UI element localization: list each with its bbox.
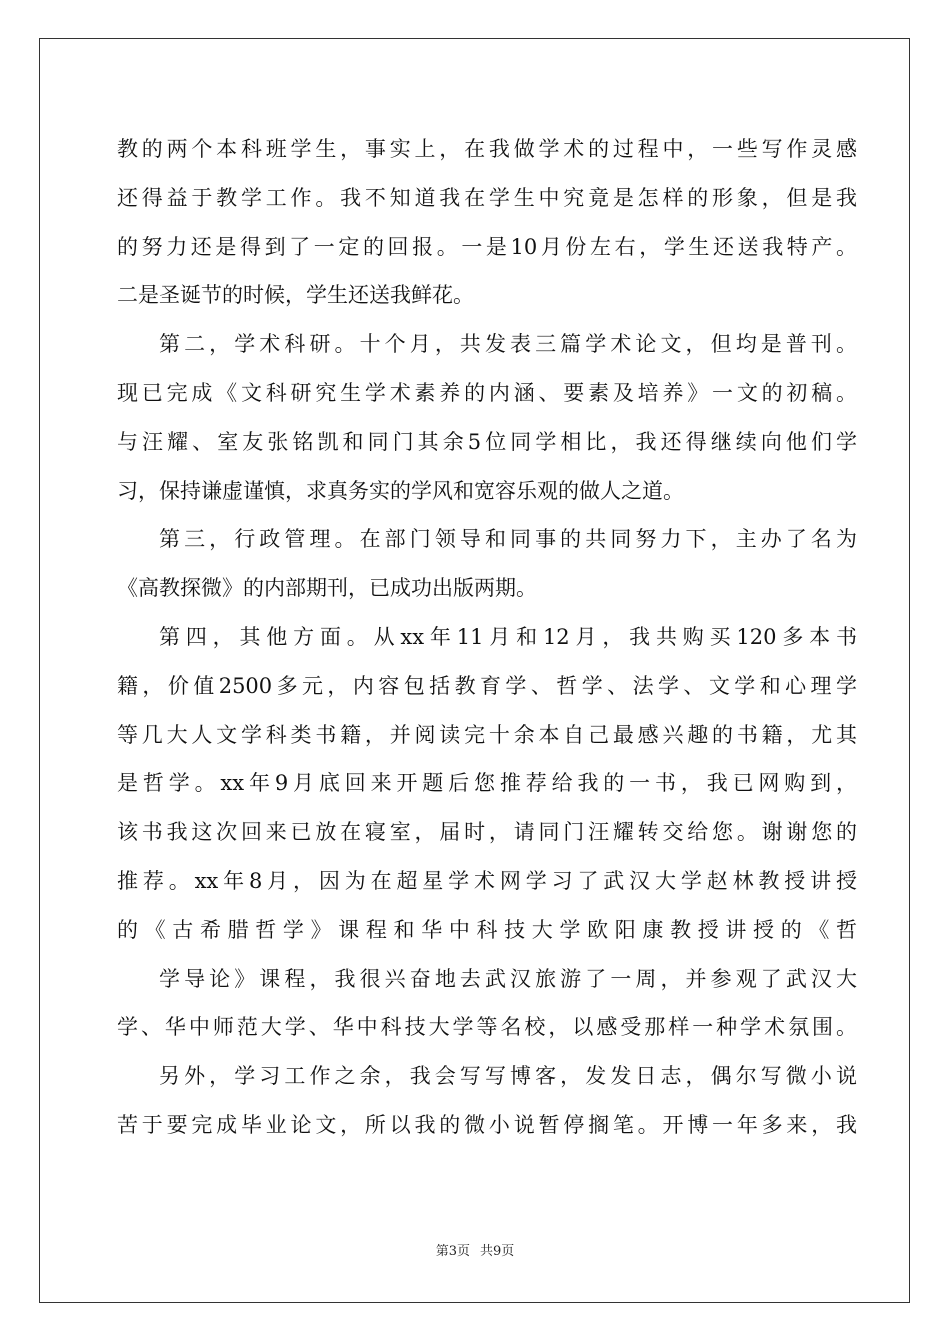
paragraph-start-line: 第四，其他方面。从xx年11月和12月，我共购买120多本书: [159, 624, 857, 649]
text-line: 与汪耀、室友张铭凯和同门其余5位同学相比，我还得继续向他们学: [117, 429, 857, 454]
text-line: 习，保持谦虚谨慎，求真务实的学风和宽容乐观的做人之道。: [117, 478, 684, 503]
text-line: 的《古希腊哲学》课程和华中科技大学欧阳康教授讲授的《哲: [117, 917, 857, 942]
text-line: 是哲学。xx年9月底回来开题后您推荐给我的一书，我已网购到，: [117, 771, 857, 796]
text-line: 推荐。xx年8月，因为在超星学术网学习了武汉大学赵林教授讲授: [117, 868, 857, 893]
text-line: 该书我这次回来已放在寝室，届时，请同门汪耀转交给您。谢谢您的: [117, 820, 857, 845]
text-line: 二是圣诞节的时候，学生还送我鲜花。: [117, 283, 474, 308]
text-line: 的努力还是得到了一定的回报。一是10月份左右，学生还送我特产。: [117, 234, 857, 259]
text-line: 等几大人文学科类书籍，并阅读完十余本自己最感兴趣的书籍，尤其: [117, 722, 857, 747]
text-line: 《高教探微》的内部期刊，已成功出版两期。: [117, 576, 537, 601]
text-line: 苦于要完成毕业论文，所以我的微小说暂停搁笔。开博一年多来，我: [117, 1112, 857, 1137]
document-body: [117, 125, 857, 1150]
page-total: 共9页: [480, 1244, 515, 1259]
text-line: 现已完成《文科研究生学术素养的内涵、要素及培养》一文的初稿。: [117, 380, 857, 405]
text-line: 教的两个本科班学生，事实上，在我做学术的过程中，一些写作灵感: [117, 137, 857, 161]
text-line: 籍，价值2500多元，内容包括教育学、哲学、法学、文学和心理学: [117, 673, 857, 698]
text-line: 还得益于教学工作。我不知道我在学生中究竟是怎样的形象，但是我: [117, 185, 857, 210]
paragraph-start-line: 另外，学习工作之余，我会写写博客，发发日志，偶尔写微小说: [159, 1064, 857, 1089]
paragraph-start-line: 学导论》课程，我很兴奋地去武汉旅游了一周，并参观了武汉大: [159, 966, 857, 991]
paragraph-start-line: 第三，行政管理。在部门领导和同事的共同努力下，主办了名为: [159, 527, 857, 552]
page-number: 第3页: [435, 1244, 470, 1259]
paragraph-start-line: 第二，学术科研。十个月，共发表三篇学术论文，但均是普刊。: [159, 332, 857, 357]
page-footer: [0, 1240, 950, 1259]
text-line: 学、华中师范大学、华中科技大学等名校，以感受那样一种学术氛围。: [117, 1015, 857, 1040]
